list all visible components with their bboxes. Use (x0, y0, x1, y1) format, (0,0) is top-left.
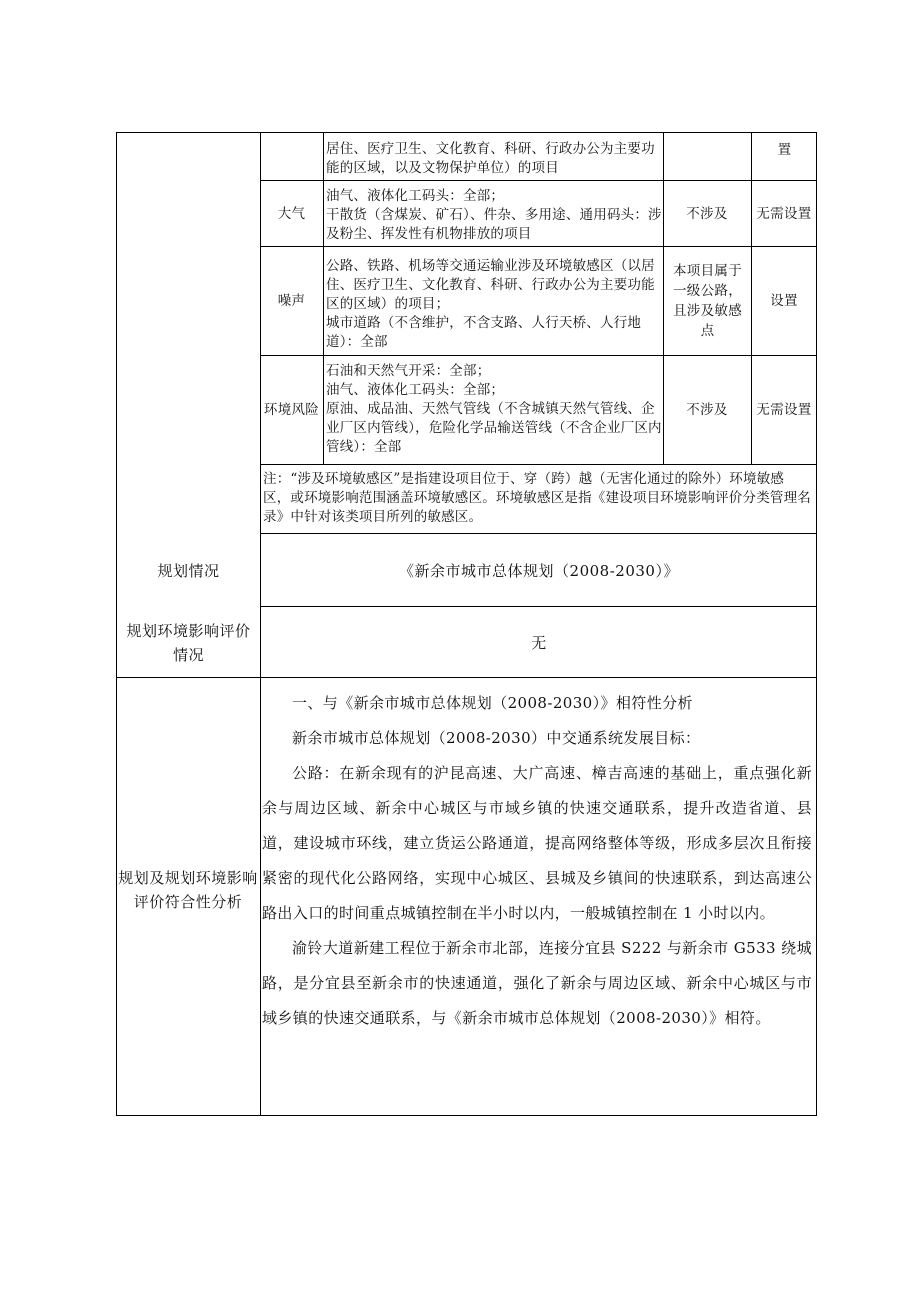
involvement-cell (664, 247, 751, 355)
compliance-analysis-label: 规划及规划环境影响评价符合性分析 (118, 869, 258, 911)
analysis-paragraph: 新余市城市总体规划（2008-2030）中交通系统发展目标： (292, 729, 701, 747)
planning-value: 《新余市城市总体规划（2008-2030）》 (399, 561, 679, 580)
divider-section (116, 677, 817, 678)
factor-text: 大气 (277, 205, 306, 222)
planning-status-label: 规划情况 (157, 561, 220, 580)
setting-text: 置 (777, 142, 792, 158)
factor-cell (260, 356, 323, 464)
setting-cell (751, 181, 817, 246)
divider-row-4 (260, 464, 817, 465)
compliance-analysis-text (262, 686, 812, 1036)
requirement-cell (326, 362, 662, 457)
involvement-text: 不涉及 (686, 402, 728, 418)
setting-text: 无需设置 (756, 402, 812, 418)
setting-cell (751, 247, 817, 355)
factor-cell (260, 181, 323, 246)
setting-text: 无需设置 (756, 205, 812, 222)
divider-factor-column (323, 132, 324, 464)
requirement-cell (326, 187, 662, 244)
requirement-cell (326, 140, 662, 178)
requirement-line: 原油、成品油、天然气管线（不含城镇天然气管线、企业厂区内管线），危险化学品输送管线（不含企业厂区内管线）：全部 (326, 401, 662, 455)
requirement-line: 城市道路（不含维护，不含支路、人行天桥、人行地道）：全部 (326, 315, 642, 350)
factor-text: 环境风险 (263, 402, 320, 418)
requirement-line: 油气、液体化工码头：全部； (326, 382, 505, 398)
involvement-text: 不涉及 (686, 205, 728, 222)
factor-cell (260, 247, 323, 355)
requirement-line: 干散货（含煤炭、矿石）、件杂、多用途、通用码头：涉及粉尘、挥发性有机物排放的项目 (326, 207, 662, 242)
requirement-cell (326, 257, 662, 352)
planning-eia-value: 无 (531, 633, 547, 652)
setting-text: 设置 (770, 293, 798, 309)
setting-cell (751, 356, 817, 464)
requirement-line: 公路、铁路、机场等交通运输业涉及环境敏感区（以居住、医疗卫生、文化教育、科研、行政办公为主要功能区的区域）的项目； (326, 258, 655, 312)
note-cell (263, 470, 811, 527)
analysis-heading: 一、与《新余市城市总体规划（2008-2030）》相符性分析 (292, 694, 693, 712)
involvement-cell (663, 356, 751, 464)
requirement-line: 居住、医疗卫生、文化教育、科研、行政办公为主要功能的区域，以及文物保护单位）的项目 (326, 141, 655, 176)
requirement-line: 石油和天然气开采：全部； (326, 363, 491, 379)
requirement-line: 油气、液体化工码头：全部； (326, 188, 505, 204)
note-text: 注：“涉及环境敏感区”是指建设项目位于、穿（跨）越（无害化通过的除外）环境敏感区，或环境影响范围涵盖环境敏感区。环境敏感区是指《建设项目环境影响评价分类管理名录》中针对该类项目所列的敏感区。 (263, 471, 811, 525)
involvement-cell (663, 181, 751, 246)
analysis-paragraph: 渝铃大道新建工程位于新余市北部，连接分宜县 S222 与新余市 G533 绕城路，是分宜县至新余市的快速通道，强化了新余与周边区域、新余中心城区与市域乡镇的快速交通联系，与《新余市城市总体规划（2008-2030）》相符。 (262, 939, 812, 1027)
factor-text: 噪声 (277, 293, 306, 309)
planning-eia-label: 规划环境影响评价情况 (126, 622, 251, 664)
setting-cell (752, 132, 817, 168)
analysis-paragraph: 公路：在新余现有的沪昆高速、大广高速、樟吉高速的基础上，重点强化新余与周边区域、新余中心城区与市域乡镇的快速交通联系，提升改造省道、县道，建设城市环线，建立货运公路通道，提高网络整体等级，形成多层次且衔接紧密的现代化公路网络，实现中心城区、县城及乡镇间的快速联系，到达高速公路出入口的时间重点城镇控制在半小时以内，一般城镇控制在 1 小时以内。 (262, 764, 812, 922)
involvement-text: 本项目属于一级公路，且涉及敏感点 (673, 263, 742, 339)
